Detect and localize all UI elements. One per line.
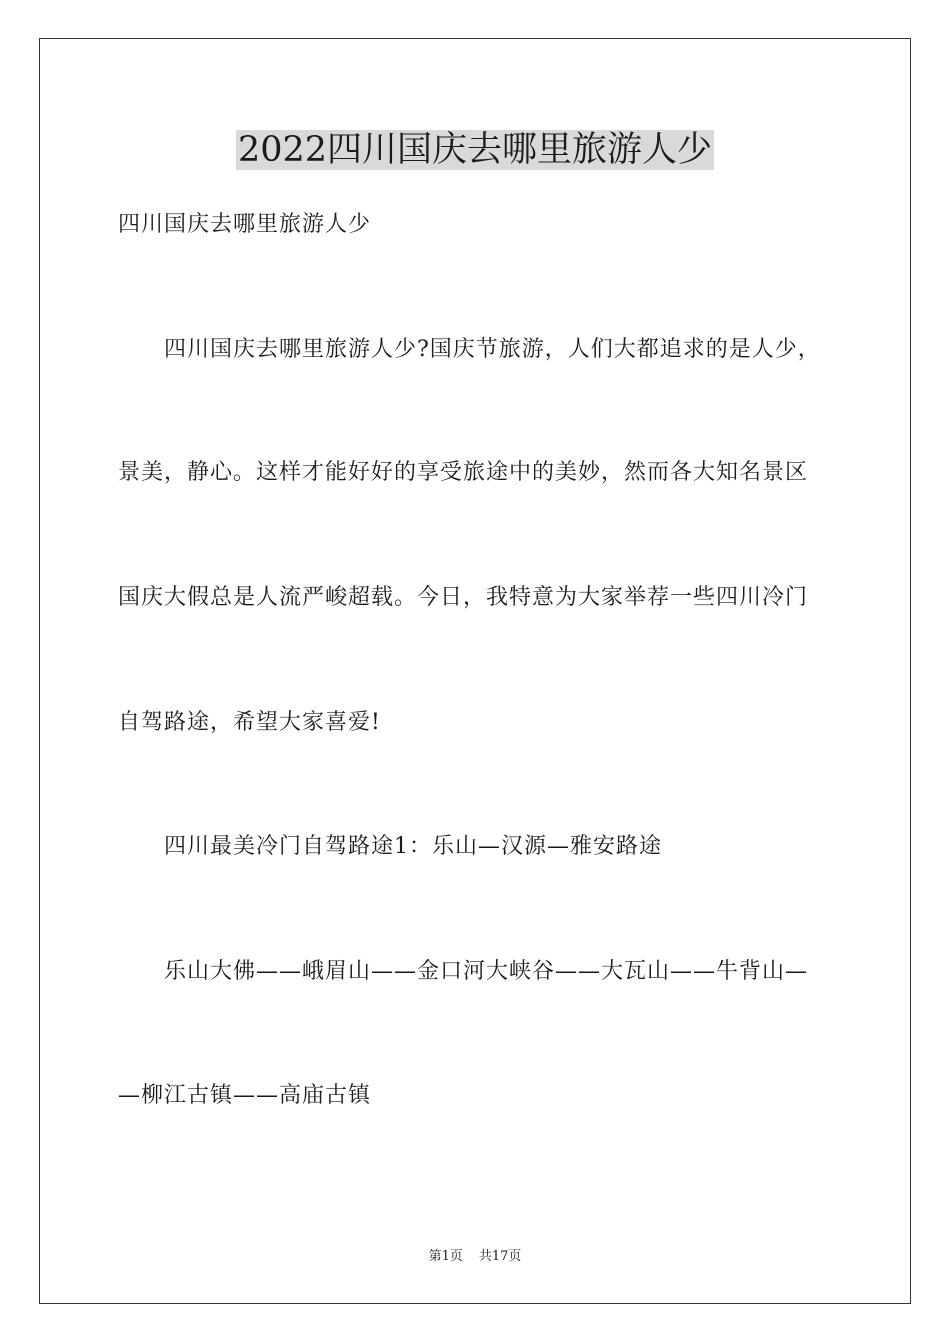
route-line: 乐山大佛——峨眉山——金口河大峡谷——大瓦山——牛背山— bbox=[164, 959, 809, 984]
subtitle-line: 四川国庆去哪里旅游人少 bbox=[118, 212, 372, 237]
route-heading: 四川最美冷门自驾路途1：乐山—汉源—雅安路途 bbox=[164, 834, 662, 859]
page-number: 第1页 bbox=[428, 1249, 463, 1264]
page-total: 共17页 bbox=[478, 1249, 522, 1264]
paragraph-line: 景美，静心。这样才能好好的享受旅途中的美妙，然而各大知名景区 bbox=[118, 460, 809, 485]
paragraph-line: 自驾路途，希望大家喜爱! bbox=[118, 710, 381, 735]
paragraph-line: 国庆大假总是人流严峻超载。今日，我特意为大家举荐一些四川冷门 bbox=[118, 585, 809, 610]
route-line: —柳江古镇——高庙古镇 bbox=[118, 1083, 372, 1108]
document-title bbox=[0, 128, 950, 172]
page-footer bbox=[0, 1248, 950, 1266]
document-title-text: 2022四川国庆去哪里旅游人少 bbox=[237, 130, 713, 170]
paragraph-line: 四川国庆去哪里旅游人少?国庆节旅游，人们大都追求的是人少， bbox=[164, 337, 821, 362]
